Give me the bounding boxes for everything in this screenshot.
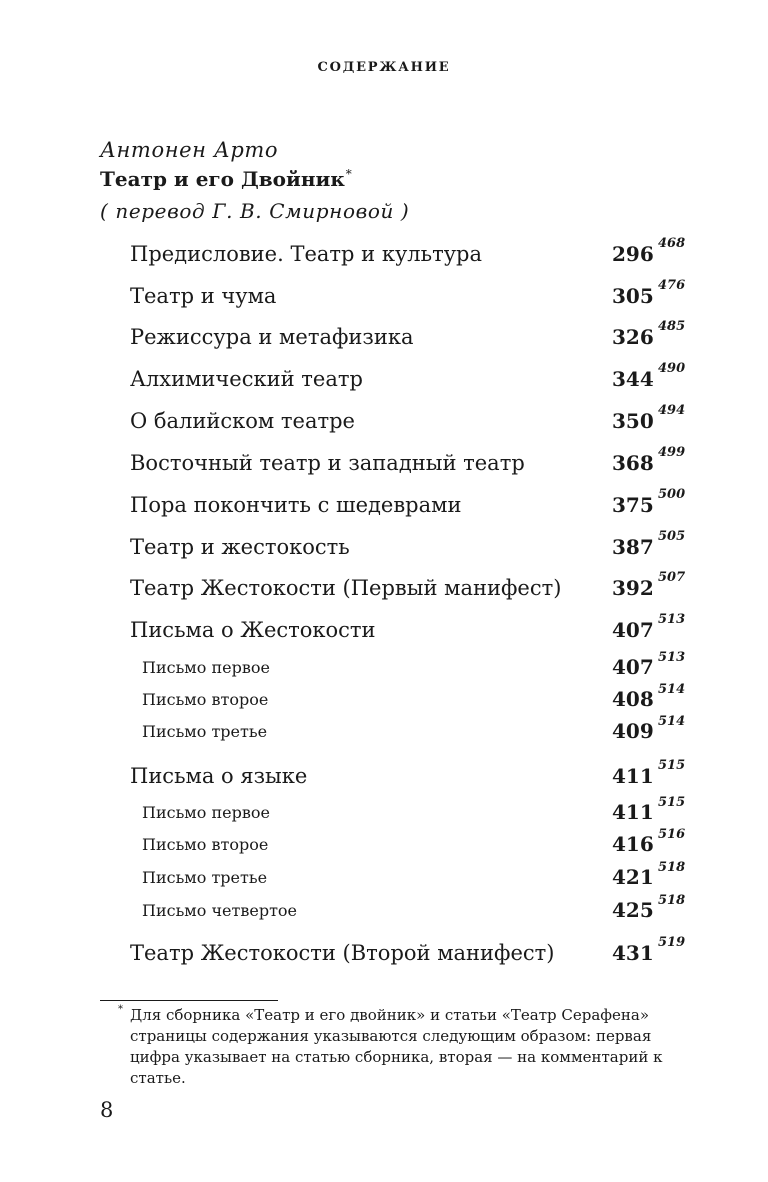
toc-entry-title: Письмо третье (142, 868, 268, 887)
toc-entry-comment-page: 515 (658, 758, 686, 773)
toc-entry-comment-page: 494 (658, 403, 686, 418)
toc-subentry (0, 827, 768, 861)
footnote-divider (100, 1000, 278, 1001)
toc-entry-page: 305 (612, 284, 654, 308)
toc-entry (0, 445, 768, 481)
toc-entry-title: Пора покончить с шедеврами (130, 493, 462, 517)
toc-entry-title: Письмо четвертое (142, 901, 298, 920)
toc-entry-page: 368 (612, 451, 654, 475)
toc-entry-title: О балийском театре (130, 409, 355, 433)
toc-entry-title: Письмо второе (142, 690, 269, 709)
toc-entry-title: Режиссура и метафизика (130, 325, 414, 349)
toc-entry-page: 408 (612, 687, 654, 711)
toc-entry-comment-page: 490 (658, 361, 686, 376)
toc-entry-title: Письмо первое (142, 803, 270, 822)
toc-entry-page: 375 (612, 493, 654, 517)
toc-entry-comment-page: 485 (658, 319, 686, 334)
toc-entry-page: 421 (612, 865, 654, 889)
author-name: Антонен Арто (100, 138, 279, 162)
toc-entry-title: Восточный театр и западный театр (130, 451, 525, 475)
toc-entry-comment-page: 518 (658, 893, 686, 908)
toc-entry-page: 392 (612, 576, 654, 600)
toc-entry-comment-page: 513 (658, 612, 686, 627)
toc-entry-comment-page: 468 (658, 236, 686, 251)
footnote-reference-mark: * (345, 167, 352, 181)
book-title-text: Театр и его Двойник (100, 167, 345, 191)
toc-subentry (0, 650, 768, 684)
toc-entry-comment-page: 476 (658, 278, 686, 293)
toc-entry (0, 529, 768, 565)
toc-entry-comment-page: 513 (658, 650, 686, 665)
toc-entry-comment-page: 500 (658, 487, 686, 502)
toc-entry-title: Алхимический театр (130, 367, 363, 391)
toc-entry (0, 278, 768, 314)
toc-entry-title: Письмо второе (142, 835, 269, 854)
toc-entry-title: Театр Жестокости (Второй манифест) (130, 941, 555, 965)
toc-entry (0, 319, 768, 355)
toc-entry (0, 612, 768, 648)
toc-entry-title: Письма о Жестокости (130, 618, 376, 642)
toc-subentry (0, 795, 768, 829)
toc-entry-comment-page: 514 (658, 714, 686, 729)
toc-entry (0, 403, 768, 439)
toc-entry-page: 407 (612, 618, 654, 642)
footnote-mark: * (118, 1004, 123, 1015)
toc-entry (0, 570, 768, 606)
toc-entry-page: 326 (612, 325, 654, 349)
toc-subentry (0, 714, 768, 748)
toc-entry-title: Театр и чума (130, 284, 277, 308)
toc-entry-comment-page: 499 (658, 445, 686, 460)
toc-entry-title: Письмо третье (142, 722, 268, 741)
toc-entry-page: 407 (612, 655, 654, 679)
toc-entry-page: 350 (612, 409, 654, 433)
toc-entry-comment-page: 514 (658, 682, 686, 697)
toc-entry-comment-page: 516 (658, 827, 686, 842)
toc-subentry (0, 860, 768, 894)
toc-entry-comment-page: 515 (658, 795, 686, 810)
footnote-text: Для сборника «Театр и его двойник» и статьи «Театр Серафена» страницы содержания указываются следующим образом: первая цифра указывает на статью сборника, вторая — на комментарий к статье. (130, 1006, 663, 1087)
toc-entry-title: Письмо первое (142, 658, 270, 677)
book-title (100, 167, 352, 191)
toc-subentry (0, 893, 768, 927)
running-head: СОДЕРЖАНИЕ (317, 60, 451, 75)
toc-entry (0, 236, 768, 272)
toc-entry-page: 409 (612, 719, 654, 743)
toc-entry-title: Театр и жестокость (130, 535, 350, 559)
toc-entry-comment-page: 505 (658, 529, 686, 544)
toc-entry-comment-page: 507 (658, 570, 686, 585)
toc-entry-page: 387 (612, 535, 654, 559)
toc-entry-page: 416 (612, 832, 654, 856)
toc-entry (0, 758, 768, 794)
toc-entry-title: Предисловие. Театр и культура (130, 242, 483, 266)
toc-entry (0, 487, 768, 523)
toc-entry (0, 935, 768, 971)
toc-entry-title: Театр Жестокости (Первый манифест) (130, 576, 562, 600)
page-number: 8 (100, 1098, 114, 1122)
toc-entry-page: 425 (612, 898, 654, 922)
toc-entry-comment-page: 518 (658, 860, 686, 875)
toc-entry-comment-page: 519 (658, 935, 686, 950)
toc-entry (0, 361, 768, 397)
toc-entry-page: 296 (612, 242, 654, 266)
toc-entry-page: 431 (612, 941, 654, 965)
toc-entry-page: 411 (612, 764, 654, 788)
toc-entry-page: 344 (612, 367, 654, 391)
toc-subentry (0, 682, 768, 716)
translator-credit: ( перевод Г. В. Смирновой ) (100, 199, 410, 223)
toc-entry-page: 411 (612, 800, 654, 824)
toc-entry-title: Письма о языке (130, 764, 308, 788)
